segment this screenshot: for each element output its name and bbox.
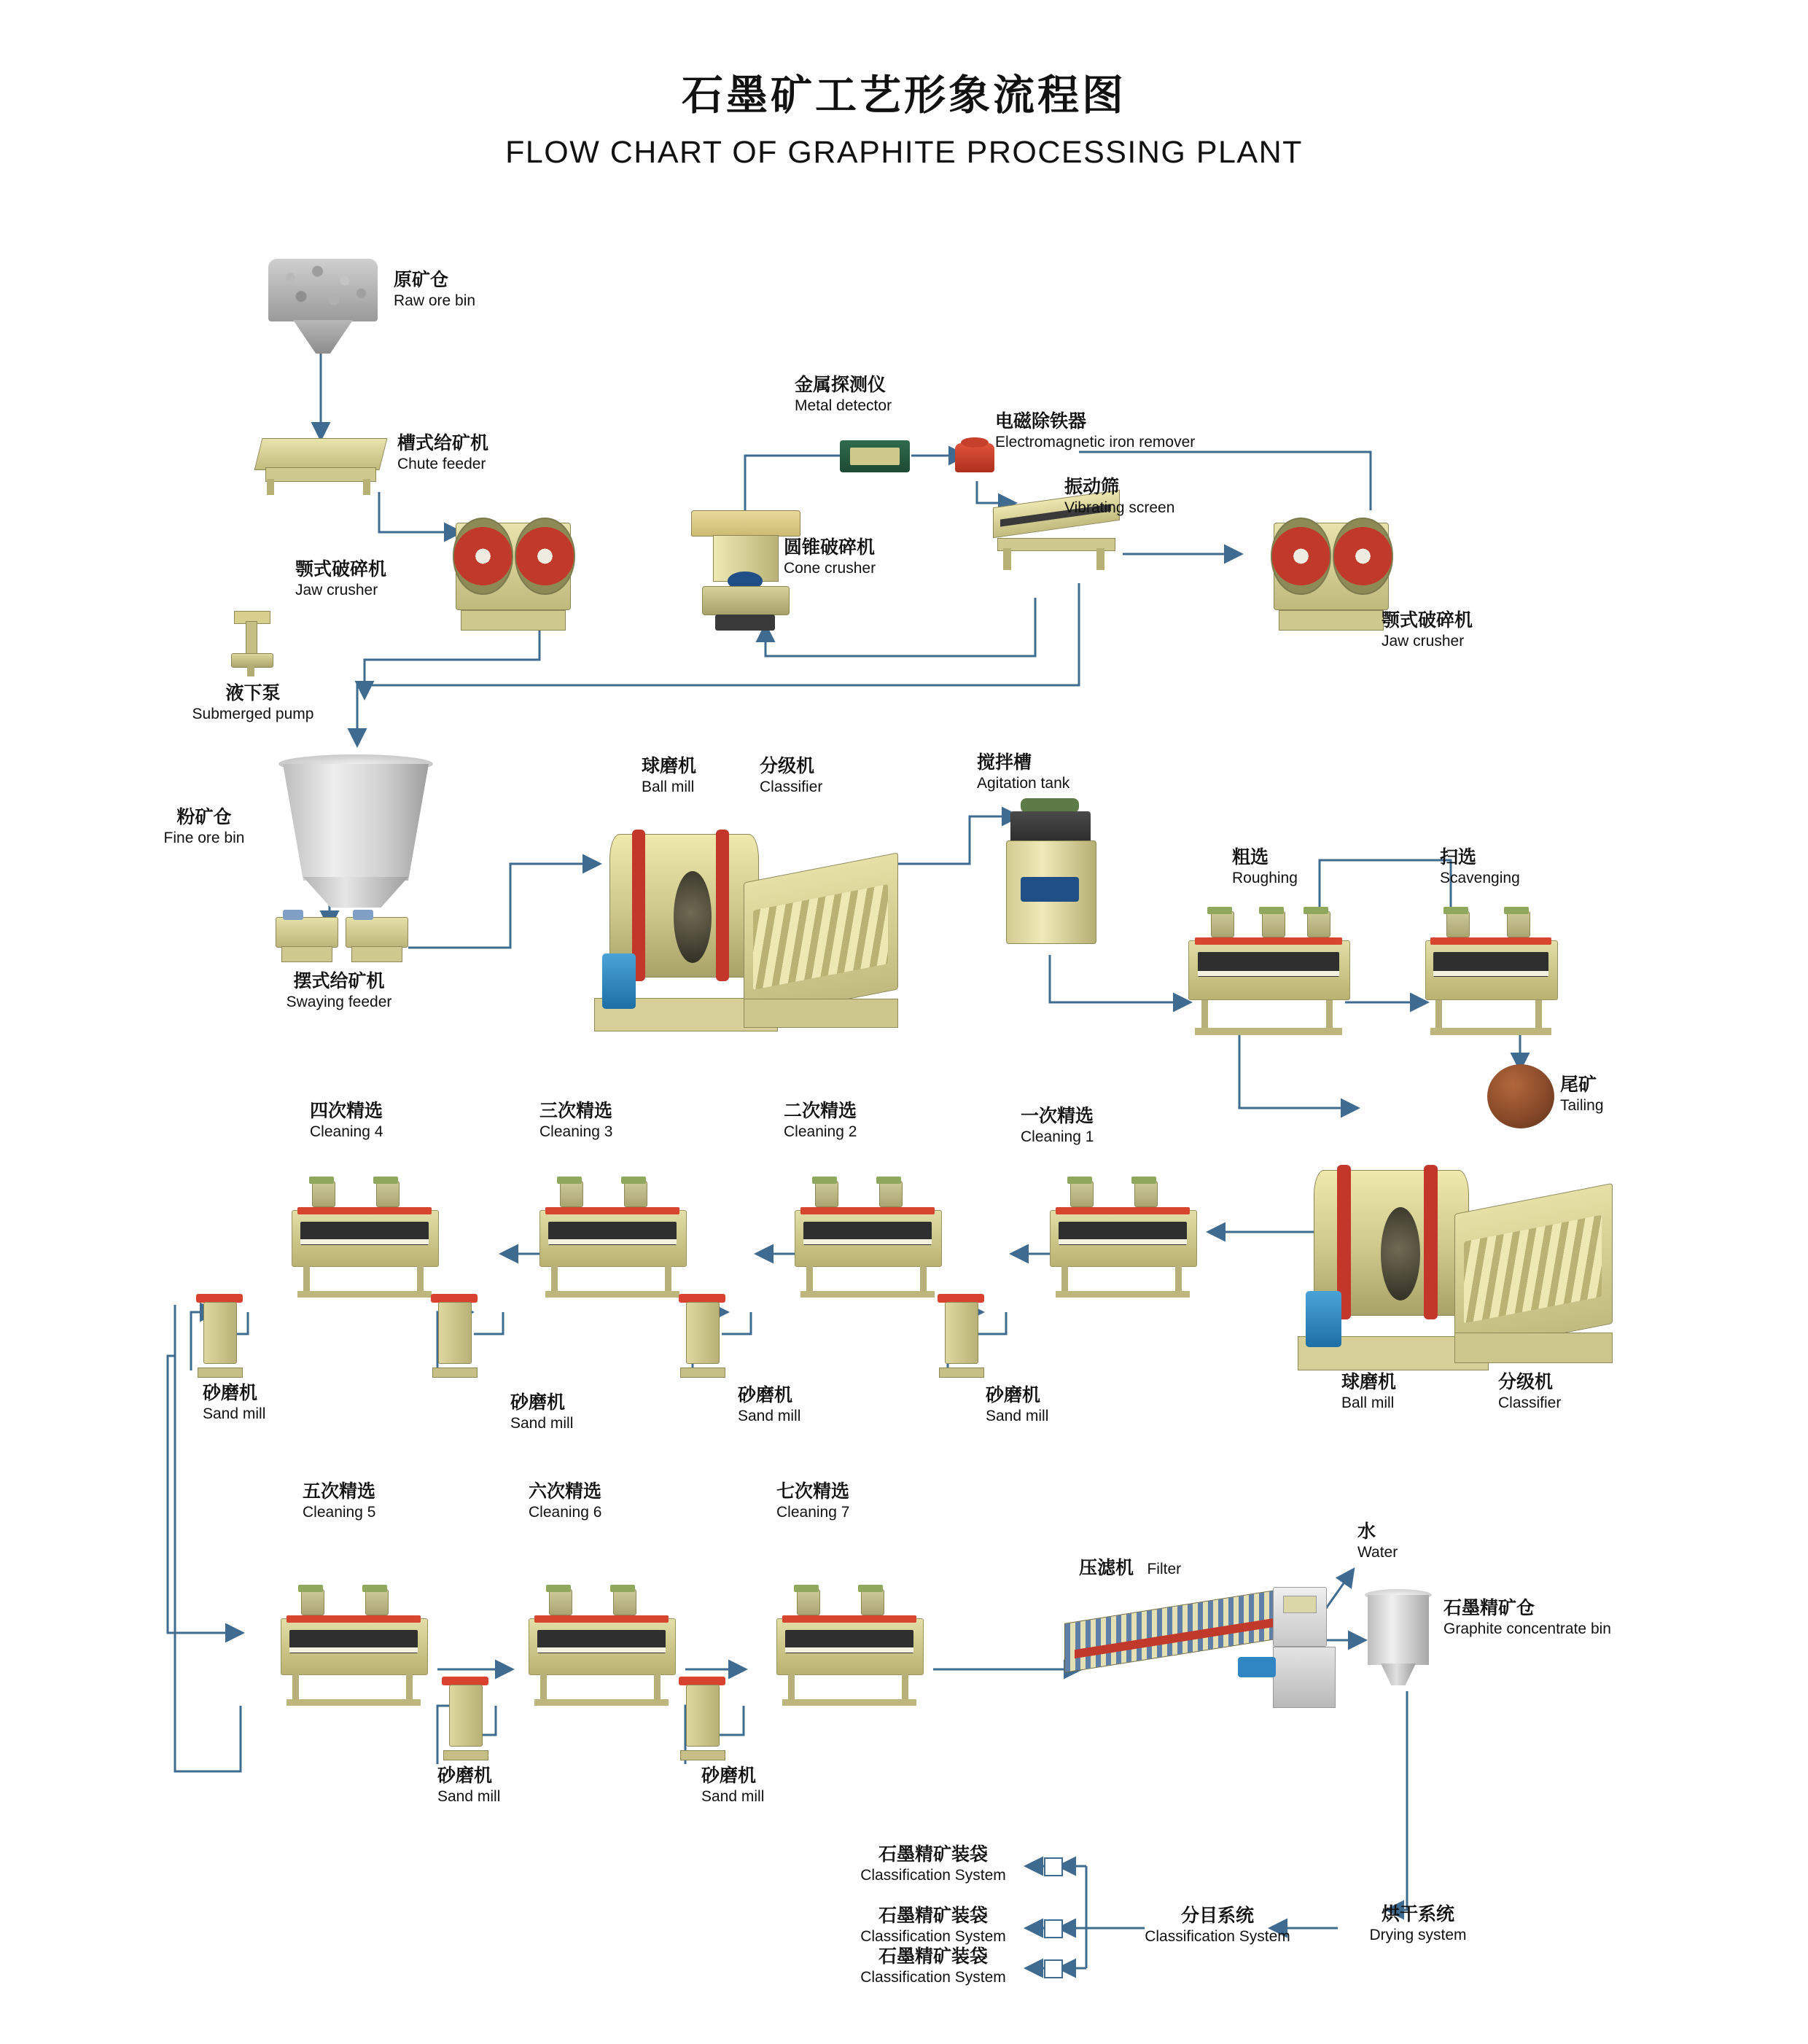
label-cleaning-5-zh: 五次精选: [303, 1481, 376, 1502]
label-classifier-2-en: Classifier: [1498, 1394, 1562, 1411]
label-fine-ore-bin-en: Fine ore bin: [163, 830, 245, 846]
label-chute-feeder: [397, 432, 488, 475]
label-filter: [1079, 1556, 1181, 1580]
label-sand-mill-4-zh: 砂磨机: [986, 1385, 1041, 1405]
equipment-concentrate-bin: [1365, 1589, 1432, 1688]
label-bagging-1-en: Classification System: [860, 1867, 1006, 1884]
label-metal-detector: [795, 373, 892, 416]
label-bagging-2: [831, 1904, 1035, 1947]
label-sand-mill-3-en: Sand mill: [738, 1408, 801, 1424]
label-cleaning-4-en: Cleaning 4: [310, 1123, 383, 1140]
label-raw-ore-bin-en: Raw ore bin: [394, 292, 476, 309]
label-submerged-pump: [169, 682, 337, 725]
equipment-cleaning-5: [281, 1589, 426, 1706]
label-cleaning-6-en: Cleaning 6: [529, 1504, 602, 1521]
label-classifier-2: [1498, 1370, 1561, 1413]
icon-bagging-3: [1044, 1959, 1063, 1978]
label-agitation-tank-en: Agitation tank: [977, 775, 1070, 792]
label-cleaning-3-zh: 三次精选: [539, 1101, 613, 1121]
label-concentrate-bin-zh: 石墨精矿仓: [1443, 1598, 1535, 1618]
label-sand-mill-1-zh: 砂磨机: [203, 1383, 258, 1403]
label-metal-detector-en: Metal detector: [795, 397, 892, 414]
label-concentrate-bin-en: Graphite concentrate bin: [1443, 1620, 1611, 1637]
label-jaw-crusher-2-zh: 颚式破碎机: [1382, 610, 1473, 631]
label-sand-mill-6: [701, 1764, 764, 1807]
equipment-fine-ore-bin: [278, 754, 433, 908]
label-cone-crusher-zh: 圆锥破碎机: [784, 537, 876, 558]
label-cleaning-4-zh: 四次精选: [310, 1101, 383, 1121]
equipment-cleaning-7: [776, 1589, 922, 1706]
label-ball-mill-2-zh: 球磨机: [1341, 1372, 1397, 1392]
label-drying-system-en: Drying system: [1369, 1927, 1467, 1943]
page-title-en: FLOW CHART OF GRAPHITE PROCESSING PLANT: [505, 135, 1303, 170]
equipment-sand-mill-1: [195, 1294, 243, 1378]
label-sand-mill-3-zh: 砂磨机: [738, 1385, 793, 1405]
label-cleaning-7-en: Cleaning 7: [776, 1504, 850, 1521]
label-jaw-crusher-1-en: Jaw crusher: [295, 582, 378, 598]
equipment-classifier-2: [1454, 1123, 1611, 1363]
label-cone-crusher-en: Cone crusher: [784, 560, 876, 577]
label-drying-system-zh: 烘干系统: [1381, 1904, 1454, 1924]
label-water: [1357, 1520, 1398, 1563]
label-cleaning-2-en: Cleaning 2: [784, 1123, 857, 1140]
label-bagging-1-zh: 石墨精矿装袋: [878, 1844, 988, 1865]
equipment-cleaning-4: [292, 1181, 437, 1298]
equipment-agitation-tank: [1005, 798, 1096, 955]
label-bagging-2-zh: 石墨精矿装袋: [878, 1905, 988, 1926]
equipment-tailing: [1487, 1064, 1554, 1128]
label-sand-mill-3: [738, 1384, 800, 1427]
label-sand-mill-6-zh: 砂磨机: [701, 1766, 757, 1786]
label-ball-mill-1-zh: 球磨机: [642, 756, 697, 776]
label-roughing: [1232, 846, 1298, 889]
label-bagging-2-en: Classification System: [860, 1928, 1006, 1945]
label-cleaning-2-zh: 二次精选: [784, 1101, 857, 1121]
label-tailing-en: Tailing: [1560, 1097, 1604, 1114]
label-tailing: [1560, 1073, 1604, 1116]
label-chute-feeder-en: Chute feeder: [397, 456, 486, 472]
label-fine-ore-bin: [131, 805, 277, 849]
equipment-swaying-feeder: [276, 910, 407, 962]
label-bagging-3-zh: 石墨精矿装袋: [878, 1946, 988, 1967]
equipment-iron-remover: [952, 436, 997, 480]
label-cleaning-4: [310, 1099, 383, 1142]
label-classification-system: [1115, 1904, 1320, 1947]
label-sand-mill-4-en: Sand mill: [986, 1408, 1049, 1424]
label-sand-mill-2: [510, 1391, 573, 1434]
label-roughing-zh: 粗选: [1232, 847, 1269, 867]
equipment-sand-mill-6: [678, 1677, 726, 1760]
label-cleaning-7-zh: 七次精选: [776, 1481, 850, 1502]
label-bagging-1: [831, 1843, 1035, 1886]
label-agitation-tank-zh: 搅拌槽: [977, 752, 1032, 773]
equipment-cleaning-3: [539, 1181, 685, 1298]
equipment-sand-mill-2: [430, 1294, 478, 1378]
equipment-cleaning-6: [529, 1589, 674, 1706]
equipment-sand-mill-3: [678, 1294, 726, 1378]
label-cleaning-7: [776, 1480, 849, 1523]
label-sand-mill-5: [437, 1764, 500, 1807]
label-ball-mill-1-en: Ball mill: [642, 779, 695, 795]
label-iron-remover-zh: 电磁除铁器: [995, 411, 1087, 432]
label-fine-ore-bin-zh: 粉矿仓: [176, 807, 232, 827]
label-swaying-feeder-zh: 摆式给矿机: [293, 971, 385, 991]
label-agitation-tank: [977, 751, 1069, 794]
label-classifier-1: [760, 754, 822, 797]
equipment-jaw-crusher-2: [1269, 510, 1392, 631]
equipment-jaw-crusher-1: [451, 510, 574, 631]
label-water-en: Water: [1357, 1544, 1398, 1561]
label-sand-mill-1-en: Sand mill: [203, 1405, 266, 1422]
equipment-scavenging: [1425, 911, 1556, 1035]
equipment-filter: [1064, 1571, 1356, 1713]
label-swaying-feeder-en: Swaying feeder: [286, 994, 392, 1010]
label-iron-remover: [995, 410, 1195, 453]
page-title-zh: 石墨矿工艺形象流程图: [682, 72, 1126, 119]
icon-bagging-2: [1044, 1919, 1063, 1938]
label-vibrating-screen-en: Vibrating screen: [1064, 499, 1175, 516]
label-scavenging-zh: 扫选: [1440, 847, 1477, 867]
label-cleaning-6: [529, 1480, 601, 1523]
label-jaw-crusher-2-en: Jaw crusher: [1382, 633, 1465, 650]
label-jaw-crusher-1-zh: 颚式破碎机: [295, 559, 387, 580]
label-classifier-1-en: Classifier: [760, 779, 823, 795]
equipment-cleaning-2: [795, 1181, 940, 1298]
equipment-submerged-pump: [230, 611, 273, 676]
label-ball-mill-1: [642, 754, 696, 797]
label-filter-en: Filter: [1147, 1561, 1182, 1577]
label-submerged-pump-zh: 液下泵: [225, 683, 281, 703]
equipment-raw-ore-bin: [268, 259, 378, 354]
label-jaw-crusher-2: [1382, 609, 1473, 652]
label-cleaning-1-zh: 一次精选: [1021, 1106, 1094, 1126]
label-classifier-2-zh: 分级机: [1498, 1372, 1554, 1392]
label-raw-ore-bin-zh: 原矿仓: [394, 270, 449, 290]
equipment-chute-feeder: [254, 434, 389, 496]
label-iron-remover-en: Electromagnetic iron remover: [995, 434, 1196, 450]
label-bagging-3-en: Classification System: [860, 1969, 1006, 1986]
label-metal-detector-zh: 金属探测仪: [795, 375, 887, 395]
label-cleaning-5: [303, 1480, 375, 1523]
label-classifier-1-zh: 分级机: [760, 756, 815, 776]
label-sand-mill-6-en: Sand mill: [701, 1788, 765, 1805]
label-cleaning-2: [784, 1099, 857, 1142]
equipment-cone-crusher: [691, 510, 799, 631]
label-cleaning-3-en: Cleaning 3: [539, 1123, 613, 1140]
label-classification-system-zh: 分目系统: [1180, 1905, 1254, 1926]
label-cleaning-1-en: Cleaning 1: [1021, 1128, 1094, 1145]
label-jaw-crusher-1: [295, 558, 386, 601]
label-cleaning-6-zh: 六次精选: [529, 1481, 602, 1502]
label-drying-system: [1345, 1903, 1491, 1946]
label-bagging-3: [831, 1945, 1035, 1988]
label-classification-system-en: Classification System: [1145, 1928, 1290, 1945]
icon-bagging-1: [1044, 1857, 1063, 1876]
label-scavenging: [1440, 846, 1520, 889]
equipment-classifier-1: [744, 795, 897, 1028]
label-ball-mill-2-en: Ball mill: [1341, 1394, 1395, 1411]
label-chute-feeder-zh: 槽式给矿机: [397, 433, 489, 453]
label-sand-mill-5-en: Sand mill: [437, 1788, 501, 1805]
label-sand-mill-2-en: Sand mill: [510, 1415, 574, 1432]
label-ball-mill-2: [1341, 1370, 1396, 1413]
label-filter-zh: 压滤机: [1079, 1558, 1134, 1578]
label-cone-crusher: [784, 536, 876, 579]
label-cleaning-5-en: Cleaning 5: [303, 1504, 376, 1521]
equipment-sand-mill-5: [441, 1677, 489, 1760]
label-vibrating-screen-zh: 振动筛: [1064, 477, 1120, 497]
label-scavenging-en: Scavenging: [1440, 870, 1520, 886]
equipment-roughing: [1188, 911, 1349, 1035]
label-water-zh: 水: [1357, 1521, 1376, 1542]
label-sand-mill-1: [203, 1381, 265, 1424]
label-concentrate-bin: [1443, 1596, 1611, 1639]
label-sand-mill-5-zh: 砂磨机: [437, 1766, 493, 1786]
label-submerged-pump-en: Submerged pump: [192, 706, 314, 722]
label-sand-mill-4: [986, 1384, 1048, 1427]
label-cleaning-1: [1021, 1104, 1094, 1147]
equipment-sand-mill-4: [937, 1294, 985, 1378]
label-swaying-feeder: [259, 970, 419, 1013]
label-vibrating-screen: [1064, 475, 1174, 518]
label-sand-mill-2-zh: 砂磨机: [510, 1392, 566, 1413]
label-tailing-zh: 尾矿: [1560, 1074, 1597, 1095]
label-roughing-en: Roughing: [1232, 870, 1298, 886]
equipment-cleaning-1: [1050, 1181, 1196, 1298]
label-raw-ore-bin: [394, 268, 475, 311]
label-cleaning-3: [539, 1099, 612, 1142]
equipment-metal-detector: [840, 437, 910, 475]
